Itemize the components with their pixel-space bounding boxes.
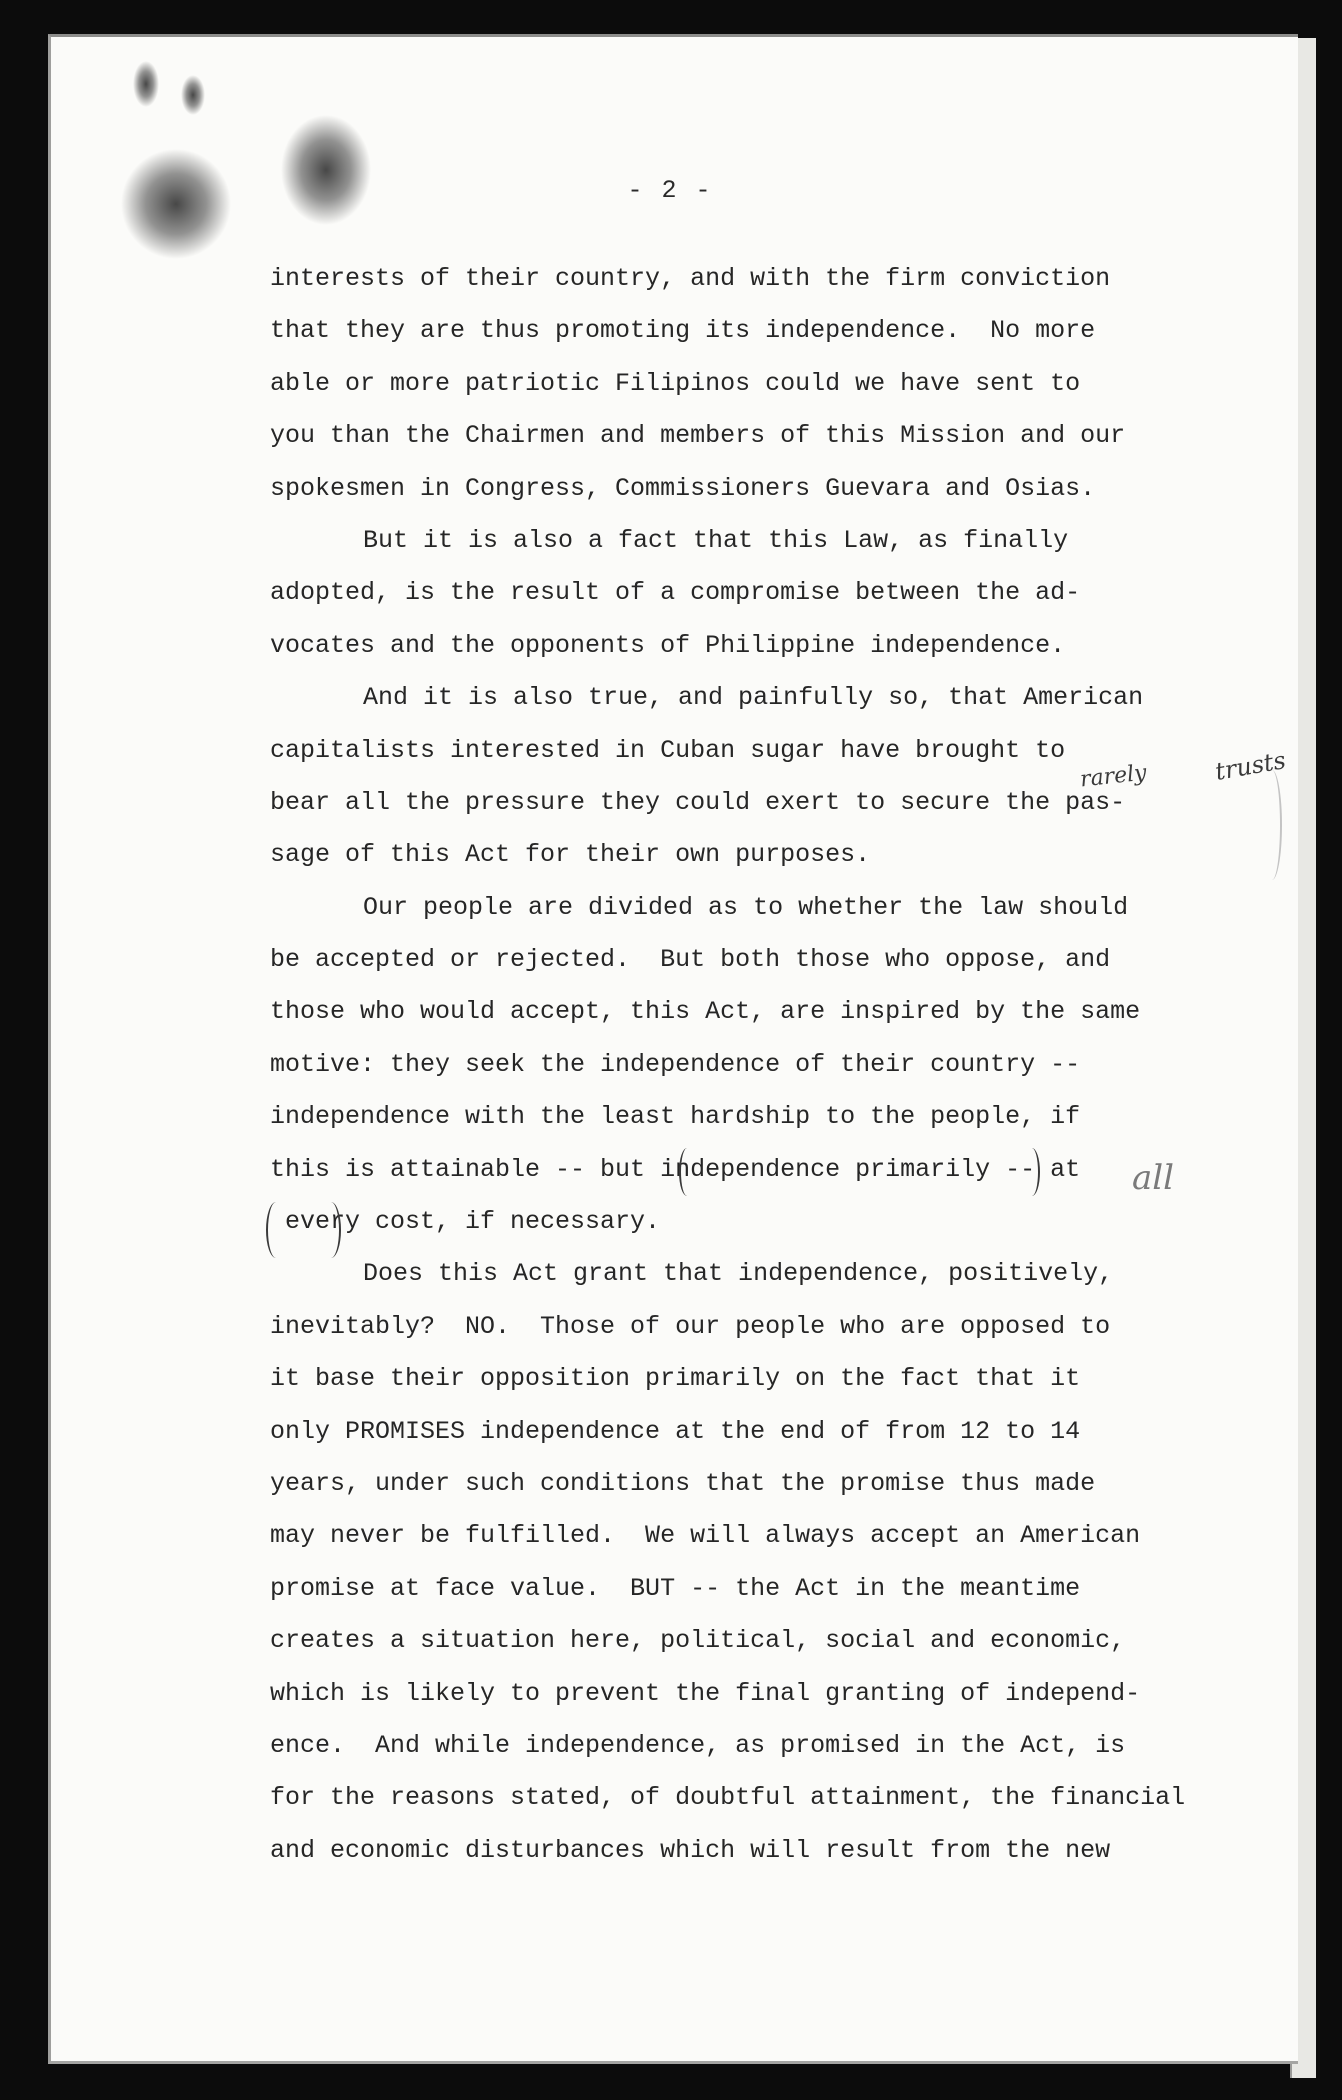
text-line: for the reasons stated, of doubtful attainment, the financial bbox=[270, 1783, 1186, 1813]
text-line: only PROMISES independence at the end of from 12 to 14 bbox=[270, 1416, 1081, 1446]
text-line: vocates and the opponents of Philippine independence. bbox=[270, 630, 1066, 660]
text-line: this is attainable -- but independence primarily -- at bbox=[270, 1154, 1081, 1184]
margin-pencil-mark bbox=[1262, 770, 1282, 880]
handwritten-note-all: all bbox=[1132, 1158, 1175, 1198]
text-line: promise at face value. BUT -- the Act in the meantime bbox=[270, 1573, 1081, 1603]
text-line: which is likely to prevent the final granting of independ- bbox=[270, 1678, 1141, 1708]
text-line: independence with the least hardship to the people, if bbox=[270, 1102, 1081, 1132]
handwritten-paren-left bbox=[679, 1148, 695, 1196]
paragraph-start-line: But it is also a fact that this Law, as finally bbox=[363, 525, 1069, 555]
ink-stain bbox=[133, 61, 159, 107]
handwritten-paren-right bbox=[1024, 1148, 1040, 1196]
text-line: spokesmen in Congress, Commissioners Guevara and Osias. bbox=[270, 473, 1096, 503]
paragraph-start-line: And it is also true, and painfully so, that American bbox=[363, 683, 1144, 713]
handwritten-note-rarely: rarely bbox=[1078, 760, 1148, 793]
text-line: motive: they seek the independence of their country -- bbox=[270, 1049, 1081, 1079]
text-line: adopted, is the result of a compromise between the ad- bbox=[270, 578, 1081, 608]
page-number: - 2 - bbox=[627, 176, 713, 205]
letter-body bbox=[270, 253, 1230, 1877]
paragraph-start-line: Does this Act grant that independence, positively, bbox=[363, 1259, 1114, 1289]
text-line: it base their opposition primarily on the fact that it bbox=[270, 1364, 1081, 1394]
text-line: every cost, if necessary. bbox=[270, 1207, 661, 1237]
paragraph-start-line: Our people are divided as to whether the law should bbox=[363, 892, 1129, 922]
ink-stain bbox=[281, 115, 371, 225]
text-line: sage of this Act for their own purposes. bbox=[270, 840, 871, 870]
text-line: capitalists interested in Cuban sugar have brought to bbox=[270, 735, 1066, 765]
text-line: and economic disturbances which will result from the new bbox=[270, 1835, 1111, 1865]
text-line: years, under such conditions that the promise thus made bbox=[270, 1468, 1096, 1498]
handwritten-paren-left bbox=[266, 1202, 286, 1258]
text-line: be accepted or rejected. But both those who oppose, and bbox=[270, 945, 1111, 975]
text-line: creates a situation here, political, social and economic, bbox=[270, 1626, 1126, 1656]
text-line: that they are thus promoting its independence. No more bbox=[270, 316, 1096, 346]
text-line: may never be fulfilled. We will always accept an American bbox=[270, 1521, 1141, 1551]
text-line: bear all the pressure they could exert to secure the pas- bbox=[270, 787, 1126, 817]
ink-stain bbox=[121, 149, 231, 259]
ink-stain bbox=[181, 75, 205, 115]
text-line: interests of their country, and with the firm conviction bbox=[270, 264, 1111, 293]
text-line: those who would accept, this Act, are inspired by the same bbox=[270, 997, 1141, 1027]
text-line: ence. And while independence, as promised in the Act, is bbox=[270, 1730, 1126, 1760]
handwritten-note-trusts: trusts bbox=[1213, 746, 1288, 786]
handwritten-paren-right bbox=[321, 1202, 341, 1258]
text-line: inevitably? NO. Those of our people who are opposed to bbox=[270, 1311, 1111, 1341]
text-line: you than the Chairmen and members of this Mission and our bbox=[270, 421, 1126, 451]
text-line: able or more patriotic Filipinos could we have sent to bbox=[270, 368, 1081, 398]
